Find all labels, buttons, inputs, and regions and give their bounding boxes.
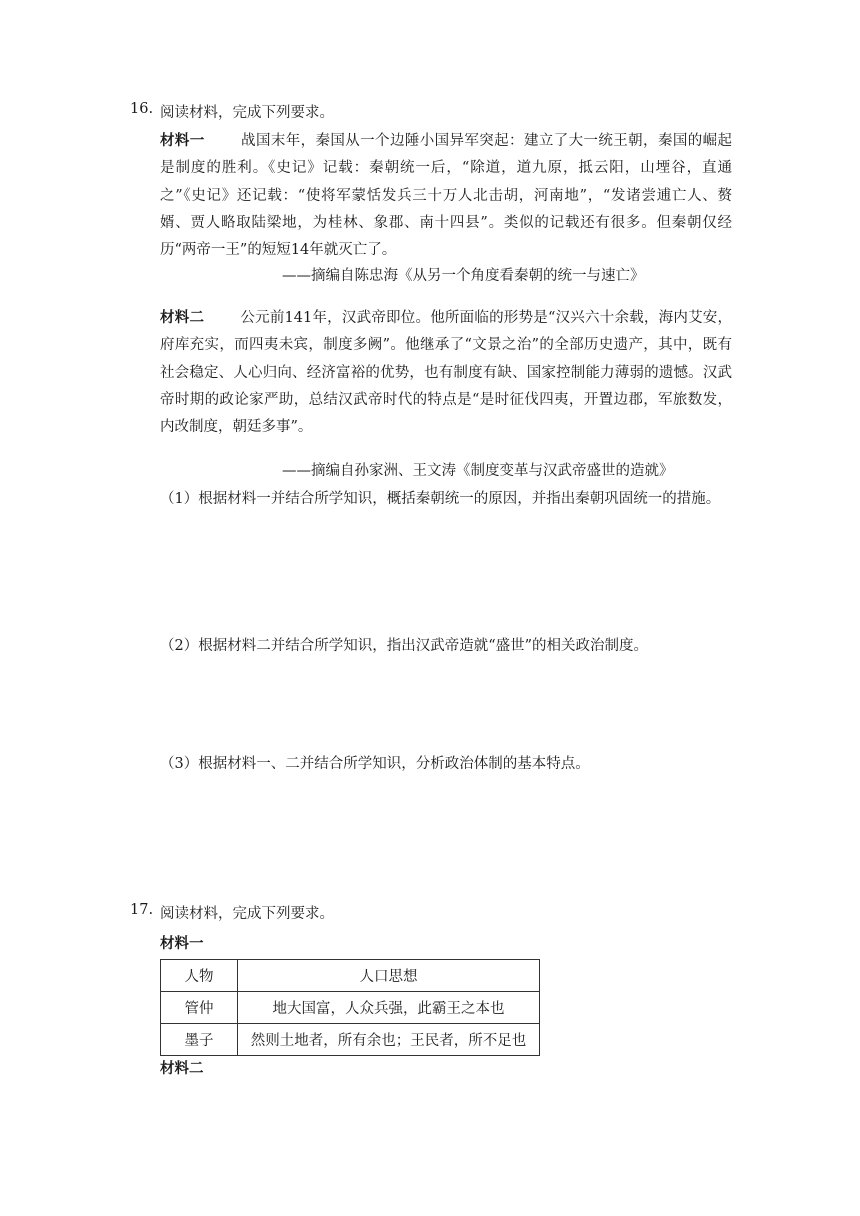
table-row [161, 992, 540, 1024]
material-1-source: ——摘编自陈忠海《从另一个角度看秦朝的统一与速亡》 [282, 268, 645, 284]
table-cell: 地大国富，人众兵强，此霸王之本也 [238, 992, 540, 1024]
table-header-cell: 人物 [161, 960, 238, 992]
material-2-label: 材料二 [160, 310, 205, 326]
table-cell: 然则土地者，所有余也；王民者，所不足也 [238, 1024, 540, 1056]
table-header-row [161, 960, 540, 992]
sub-question-3: （3）根据材料一、二并结合所学知识，分析政治体制的基本特点。 [160, 756, 590, 772]
material-2-source: ——摘编自孙家洲、王文涛《制度变革与汉武帝盛世的造就》 [282, 463, 674, 479]
material-1-text: 战国末年，秦国从一个边陲小国异军突起：建立了大一统王朝，秦国的崛起是制度的胜利。《史记》记载：秦朝统一后，“除道，道九原，抵云阳，山堙谷，直通之”《史记》还记载：“使将军蒙恬发兵三十万人北击胡，河南地”，“发诸尝逋亡人、赘婿、贾人略取陆梁地，为桂林、象郡、南十四县”。类似的记载还有很多。但秦朝仅经历“两帝一王”的短短14年就灭亡了。 [160, 133, 733, 259]
table-row [161, 1024, 540, 1056]
sub-question-1: （1）根据材料一并结合所学知识，概括秦朝统一的原因，并指出秦朝巩固统一的措施。 [160, 491, 721, 507]
table-header-cell: 人口思想 [238, 960, 540, 992]
material-2-block [160, 305, 732, 441]
table-cell: 管仲 [161, 992, 238, 1024]
population-thought-table [160, 959, 540, 1056]
question-17-number: 17. [130, 902, 154, 918]
sub-question-2: （2）根据材料二并结合所学知识，指出汉武帝造就“盛世”的相关政治制度。 [160, 638, 649, 654]
question-17-prompt: 阅读材料，完成下列要求。 [160, 906, 334, 922]
question-16-number: 16. [130, 101, 154, 117]
q17-material-2-label: 材料二 [160, 1061, 204, 1077]
question-16-prompt: 阅读材料，完成下列要求。 [160, 105, 334, 121]
q17-material-1-label: 材料一 [160, 936, 204, 952]
material-1-block [160, 128, 732, 264]
material-1-label: 材料一 [160, 133, 205, 149]
material-2-text: 公元前141年，汉武帝即位。他所面临的形势是“汉兴六十余载，海内艾安，府库充实，而四夷未宾，制度多阙”。他继承了“文景之治”的全部历史遗产，其中，既有社会稳定、人心归向、经济富裕的优势，也有制度有缺、国家控制能力薄弱的遗憾。汉武帝时期的政论家严助，总结汉武帝时代的特点是“是时征伐四夷，开置边郡，军旅数发，内改制度，朝廷多事”。 [160, 310, 733, 436]
table-cell: 墨子 [161, 1024, 238, 1056]
